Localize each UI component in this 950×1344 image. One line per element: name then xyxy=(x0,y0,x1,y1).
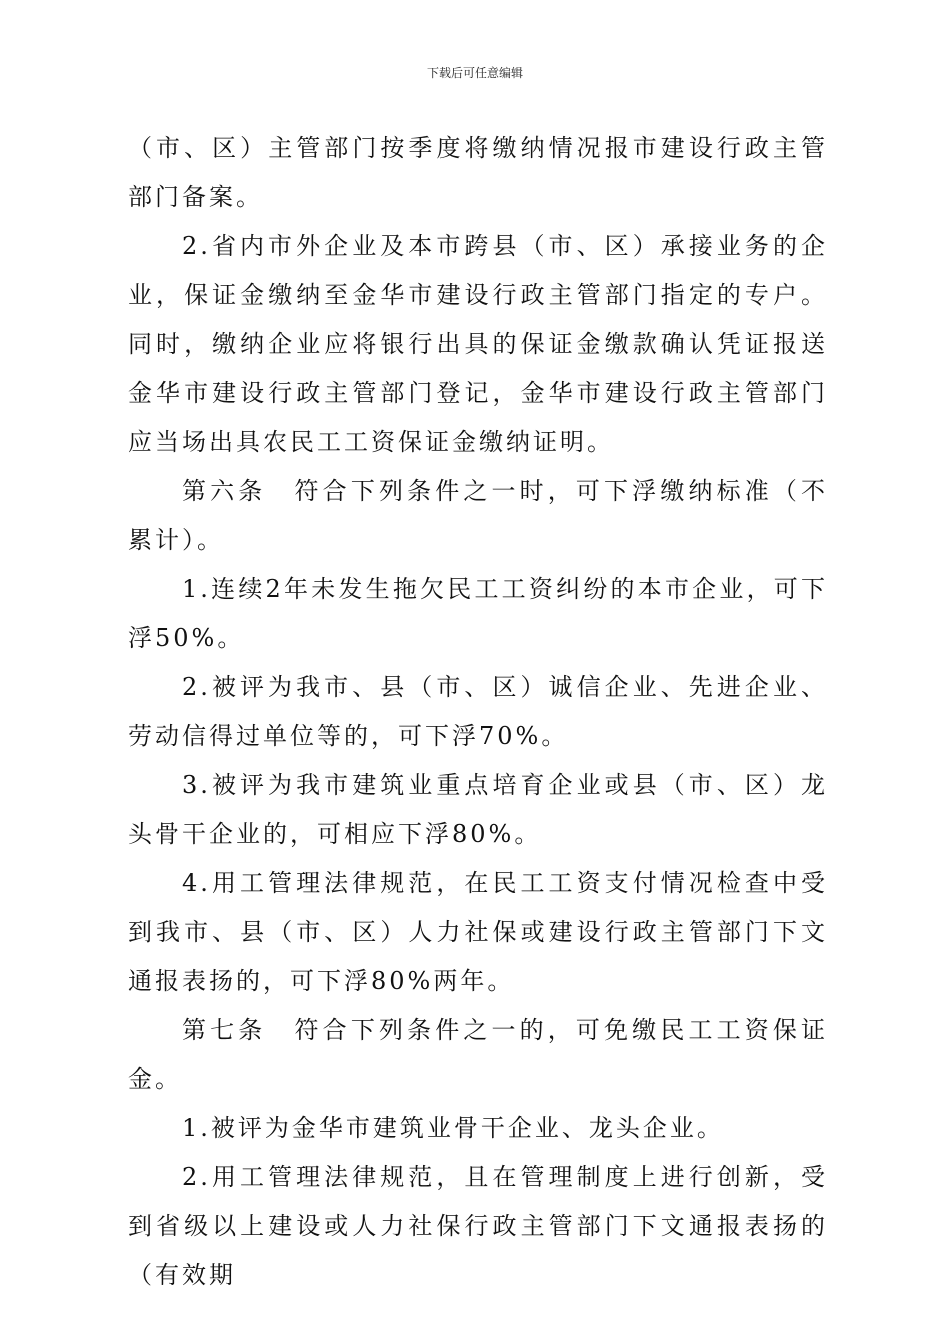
article-6-item-4: 4.用工管理法律规范，在民工工资支付情况检查中受到我市、县（市、区）人力社保或建设行政主管部门下文通报表扬的，可下浮80%两年。 xyxy=(128,869,828,995)
article-6-heading: 第六条 符合下列条件之一时，可下浮缴纳标准（不累计）。 xyxy=(128,477,828,554)
page-header-note: 下载后可任意编辑 xyxy=(426,66,523,80)
paragraph-2: 2.省内市外企业及本市跨县（市、区）承接业务的企业，保证金缴纳至金华市建设行政主管部门指定的专户。同时，缴纳企业应将银行出具的保证金缴款确认凭证报送金华市建设行政主管部门登记，金华市建设行政主管部门应当场出具农民工工资保证金缴纳证明。 xyxy=(128,232,828,456)
article-7-item-2: 2.用工管理法律规范，且在管理制度上进行创新，受到省级以上建设或人力社保行政主管部门下文通报表扬的（有效期 xyxy=(128,1163,828,1289)
article-6-item-1: 1.连续2年未发生拖欠民工工资纠纷的本市企业，可下浮50%。 xyxy=(128,575,828,652)
article-6-item-3: 3.被评为我市建筑业重点培育企业或县（市、区）龙头骨干企业的，可相应下浮80%。 xyxy=(128,771,828,848)
article-6-item-2: 2.被评为我市、县（市、区）诚信企业、先进企业、劳动信得过单位等的，可下浮70%。 xyxy=(128,673,828,750)
paragraph-1: （市、区）主管部门按季度将缴纳情况报市建设行政主管部门备案。 xyxy=(128,134,828,211)
article-7-item-1: 1.被评为金华市建筑业骨干企业、龙头企业。 xyxy=(182,1114,724,1142)
article-7-heading: 第七条 符合下列条件之一的，可免缴民工工资保证金。 xyxy=(128,1016,828,1093)
document-body xyxy=(128,124,828,1300)
